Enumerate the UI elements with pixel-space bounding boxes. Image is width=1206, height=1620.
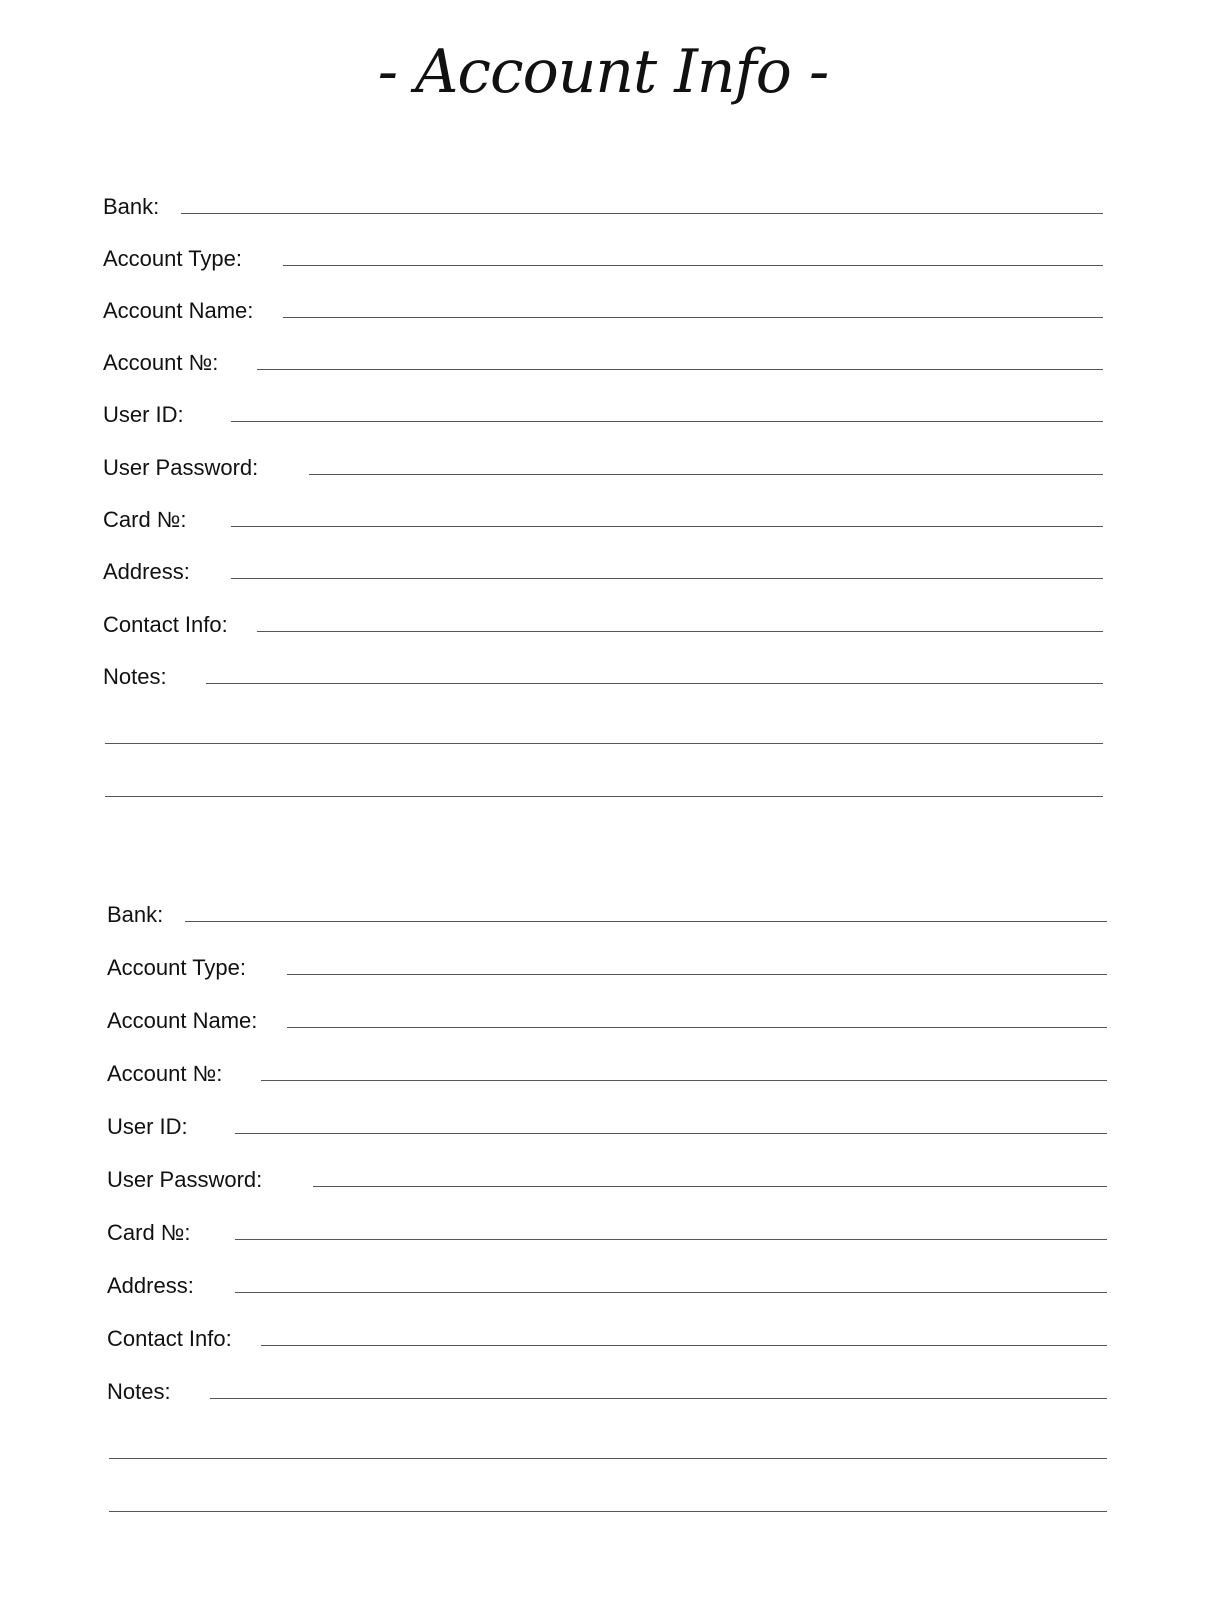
notes-label: Notes:: [107, 1379, 171, 1404]
user-password-input-line[interactable]: [309, 474, 1103, 475]
contact-info-label: Contact Info:: [103, 612, 228, 637]
card-number-input-line[interactable]: [235, 1239, 1107, 1240]
account-type-input-line[interactable]: [287, 974, 1107, 975]
user-id-label: User ID:: [103, 402, 184, 427]
account-name-input-line[interactable]: [283, 317, 1103, 318]
user-id-label: User ID:: [107, 1114, 188, 1139]
address-input-line[interactable]: [231, 578, 1103, 579]
user-id-input-line[interactable]: [231, 421, 1103, 422]
address-label: Address:: [107, 1273, 194, 1298]
address-label: Address:: [103, 559, 190, 584]
user-password-field-row: [103, 451, 1103, 481]
account-name-field-row: [107, 1004, 1107, 1034]
card-number-input-line[interactable]: [231, 526, 1103, 527]
bank-label: Bank:: [107, 902, 164, 927]
account-name-input-line[interactable]: [287, 1027, 1107, 1028]
account-type-field-row: [103, 242, 1103, 272]
notes-extra-line-1[interactable]: [105, 743, 1103, 744]
contact-info-label: Contact Info:: [107, 1326, 232, 1351]
card-number-label: Card №:: [103, 507, 187, 532]
notes-field-row: [107, 1375, 1107, 1405]
account-type-field-row: [107, 951, 1107, 981]
account-number-field-row: [103, 346, 1103, 376]
notes-input-line[interactable]: [210, 1398, 1107, 1399]
notes-extra-line-2[interactable]: [109, 1511, 1107, 1512]
notes-extra-line-2[interactable]: [105, 796, 1103, 797]
notes-field-row: [103, 660, 1103, 690]
account-type-input-line[interactable]: [283, 265, 1103, 266]
bank-field-row: [103, 190, 1103, 220]
user-password-label: User Password:: [103, 455, 259, 480]
account-number-field-row: [107, 1057, 1107, 1087]
card-number-field-row: [103, 503, 1103, 533]
user-password-label: User Password:: [107, 1167, 263, 1192]
address-input-line[interactable]: [235, 1292, 1107, 1293]
account-number-label: Account №:: [107, 1061, 223, 1086]
bank-field-row: [107, 898, 1107, 928]
bank-input-line[interactable]: [181, 213, 1103, 214]
user-id-field-row: [103, 398, 1103, 428]
notes-input-line[interactable]: [206, 683, 1103, 684]
account-number-input-line[interactable]: [261, 1080, 1107, 1081]
address-field-row: [103, 555, 1103, 585]
account-name-label: Account Name:: [107, 1008, 258, 1033]
contact-info-field-row: [107, 1322, 1107, 1352]
account-type-label: Account Type:: [103, 246, 243, 271]
user-password-input-line[interactable]: [313, 1186, 1107, 1187]
contact-info-input-line[interactable]: [257, 631, 1103, 632]
bank-label: Bank:: [103, 194, 160, 219]
user-id-field-row: [107, 1110, 1107, 1140]
account-name-field-row: [103, 294, 1103, 324]
user-id-input-line[interactable]: [235, 1133, 1107, 1134]
notes-label: Notes:: [103, 664, 167, 689]
page-title: - Account Info -: [377, 37, 829, 107]
card-number-label: Card №:: [107, 1220, 191, 1245]
contact-info-field-row: [103, 608, 1103, 638]
bank-input-line[interactable]: [185, 921, 1107, 922]
account-number-label: Account №:: [103, 350, 219, 375]
contact-info-input-line[interactable]: [261, 1345, 1107, 1346]
user-password-field-row: [107, 1163, 1107, 1193]
address-field-row: [107, 1269, 1107, 1299]
card-number-field-row: [107, 1216, 1107, 1246]
account-type-label: Account Type:: [107, 955, 247, 980]
account-name-label: Account Name:: [103, 298, 254, 323]
notes-extra-line-1[interactable]: [109, 1458, 1107, 1459]
account-number-input-line[interactable]: [257, 369, 1103, 370]
